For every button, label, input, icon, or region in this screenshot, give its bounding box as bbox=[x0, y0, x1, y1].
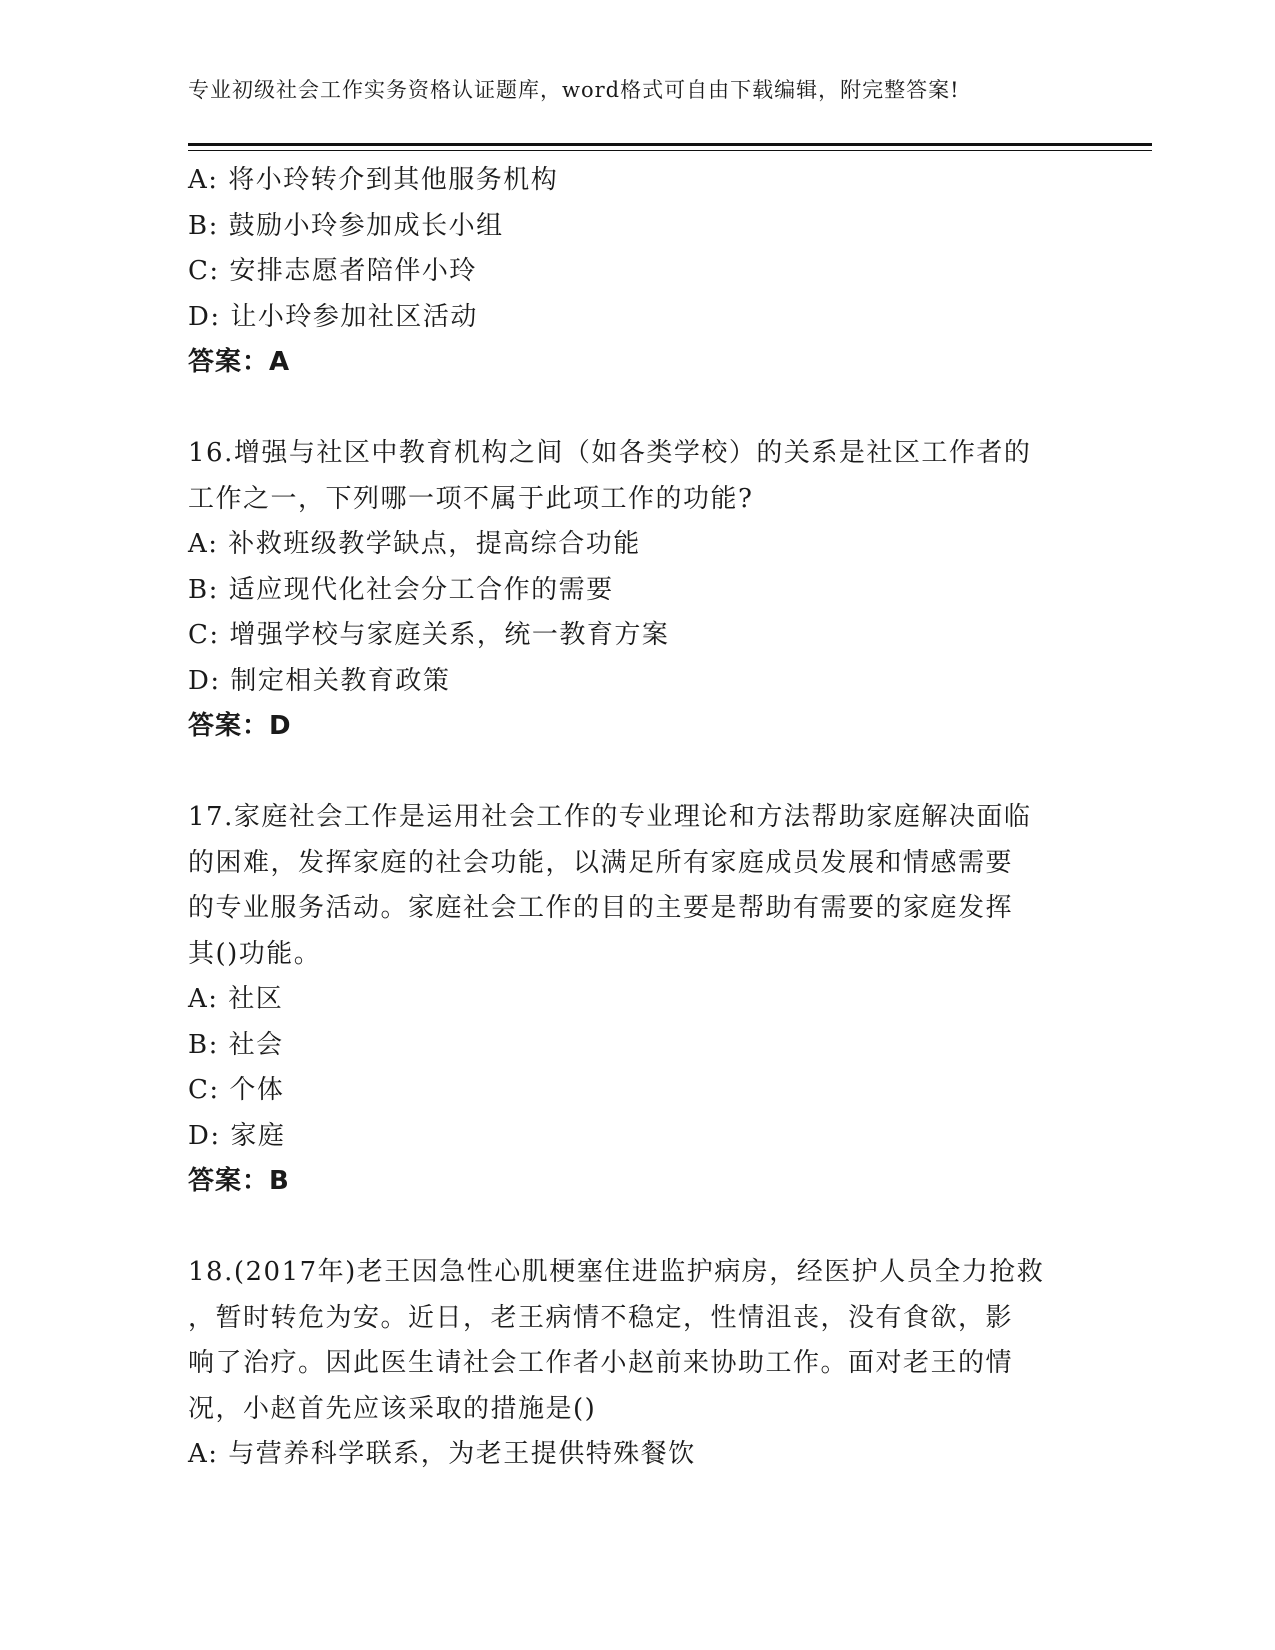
spacer bbox=[188, 750, 1088, 796]
option-a: A: 将小玲转介到其他服务机构 bbox=[188, 165, 559, 195]
page-header: 专业初级社会工作实务资格认证题库，word格式可自由下载编辑，附完整答案! bbox=[188, 78, 960, 102]
question-text-line: 工作之一，下列哪一项不属于此项工作的功能? bbox=[188, 483, 754, 514]
option-d: D: 家庭 bbox=[188, 1120, 286, 1151]
answer: 答案：B bbox=[188, 1166, 290, 1196]
answer: 答案：D bbox=[188, 711, 292, 741]
header-rule-thin bbox=[188, 150, 1152, 151]
option-c: C: 个体 bbox=[188, 1075, 285, 1105]
question-text-line: 况，小赵首先应该采取的措施是() bbox=[188, 1393, 597, 1424]
spacer bbox=[188, 1205, 1088, 1251]
header-rule-thick bbox=[188, 143, 1152, 146]
prev-question bbox=[188, 158, 1088, 386]
question-text-line: 16.增强与社区中教育机构之间（如各类学校）的关系是社区工作者的 bbox=[188, 438, 1032, 468]
option-c: C: 增强学校与家庭关系，统一教育方案 bbox=[188, 620, 670, 650]
question-text-line: 17.家庭社会工作是运用社会工作的专业理论和方法帮助家庭解决面临 bbox=[188, 802, 1032, 832]
question-text-line: 其()功能。 bbox=[188, 938, 322, 969]
answer: 答案：A bbox=[188, 347, 291, 377]
option-b: B: 适应现代化社会分工合作的需要 bbox=[188, 574, 614, 605]
question-text-line: 的困难，发挥家庭的社会功能，以满足所有家庭成员发展和情感需要 bbox=[188, 847, 1014, 878]
option-b: B: 社会 bbox=[188, 1029, 284, 1060]
option-a: A: 与营养科学联系，为老王提供特殊餐饮 bbox=[188, 1439, 696, 1469]
option-a: A: 社区 bbox=[188, 984, 284, 1014]
question-16 bbox=[188, 431, 1088, 750]
option-d: D: 制定相关教育政策 bbox=[188, 665, 451, 696]
option-b: B: 鼓励小玲参加成长小组 bbox=[188, 210, 504, 241]
question-text-line: 18.(2017年)老王因急性心肌梗塞住进监护病房，经医护人员全力抢救 bbox=[188, 1257, 1045, 1287]
spacer bbox=[188, 386, 1088, 432]
question-text-line: 的专业服务活动。家庭社会工作的目的主要是帮助有需要的家庭发挥 bbox=[188, 893, 1014, 923]
question-text-line: 响了治疗。因此医生请社会工作者小赵前来协助工作。面对老王的情 bbox=[188, 1348, 1014, 1378]
question-17 bbox=[188, 795, 1088, 1205]
option-c: C: 安排志愿者陪伴小玲 bbox=[188, 256, 477, 286]
question-18 bbox=[188, 1250, 1088, 1478]
option-a: A: 补救班级教学缺点，提高综合功能 bbox=[188, 529, 641, 559]
question-content bbox=[188, 158, 1088, 1478]
option-d: D: 让小玲参加社区活动 bbox=[188, 301, 478, 332]
question-text-line: ，暂时转危为安。近日，老王病情不稳定，性情沮丧，没有食欲，影 bbox=[188, 1302, 1014, 1333]
